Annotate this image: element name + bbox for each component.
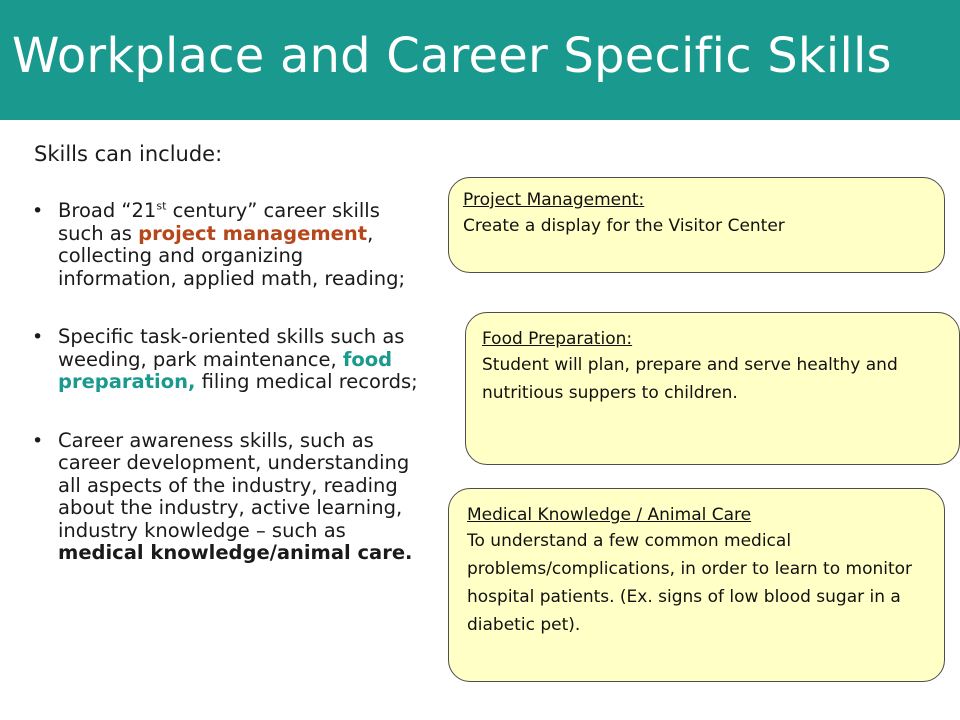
bullet-item-task-skills bbox=[20, 326, 425, 394]
bullet-item-career-awareness bbox=[20, 430, 425, 565]
superscript-st: st bbox=[156, 199, 167, 213]
bullet-text: Specific task-oriented skills such as weeding, park maintenance, bbox=[58, 325, 405, 371]
bullet-text: Broad “21 bbox=[58, 199, 157, 222]
title-banner bbox=[0, 0, 960, 120]
bullet-text: filing medical records; bbox=[195, 370, 418, 393]
card-medical-knowledge bbox=[448, 488, 945, 682]
card-body: Create a display for the Visitor Center bbox=[463, 216, 785, 236]
highlight-project-management: project management bbox=[138, 221, 368, 245]
bullet-text: century” career skills such as bbox=[58, 199, 380, 245]
card-body: Student will plan, prepare and serve healthy and nutritious suppers to children. bbox=[482, 355, 898, 403]
bullet-marker: • bbox=[32, 429, 44, 452]
bullet-marker: • bbox=[32, 200, 44, 222]
highlight-medical-knowledge: medical knowledge/animal care. bbox=[58, 541, 413, 564]
bullet-text: Career awareness skills, such as career development, understanding all aspects of the industry, reading about the industry, active learning, industry knowledge – such as bbox=[58, 428, 410, 542]
card-body: To understand a few common medical problems/complications, in order to learn to monitor hospital patients. (Ex. signs of low blood sugar in a diabetic pet). bbox=[467, 531, 913, 635]
card-food-preparation bbox=[465, 312, 960, 465]
skills-bullet-list bbox=[20, 200, 425, 601]
card-title: Food Preparation: bbox=[482, 329, 633, 349]
card-title: Medical Knowledge / Animal Care bbox=[467, 505, 752, 525]
bullet-text: , collecting and organizing information, applied math, reading; bbox=[58, 221, 406, 290]
bullet-item-broad-skills bbox=[20, 200, 425, 290]
card-title: Project Management: bbox=[463, 190, 645, 210]
slide-title: Workplace and Career Specific Skills bbox=[12, 28, 892, 84]
card-project-management bbox=[448, 177, 945, 273]
highlight-food-preparation: food preparation, bbox=[58, 347, 393, 393]
intro-text: Skills can include: bbox=[34, 142, 223, 166]
bullet-marker: • bbox=[32, 326, 44, 348]
